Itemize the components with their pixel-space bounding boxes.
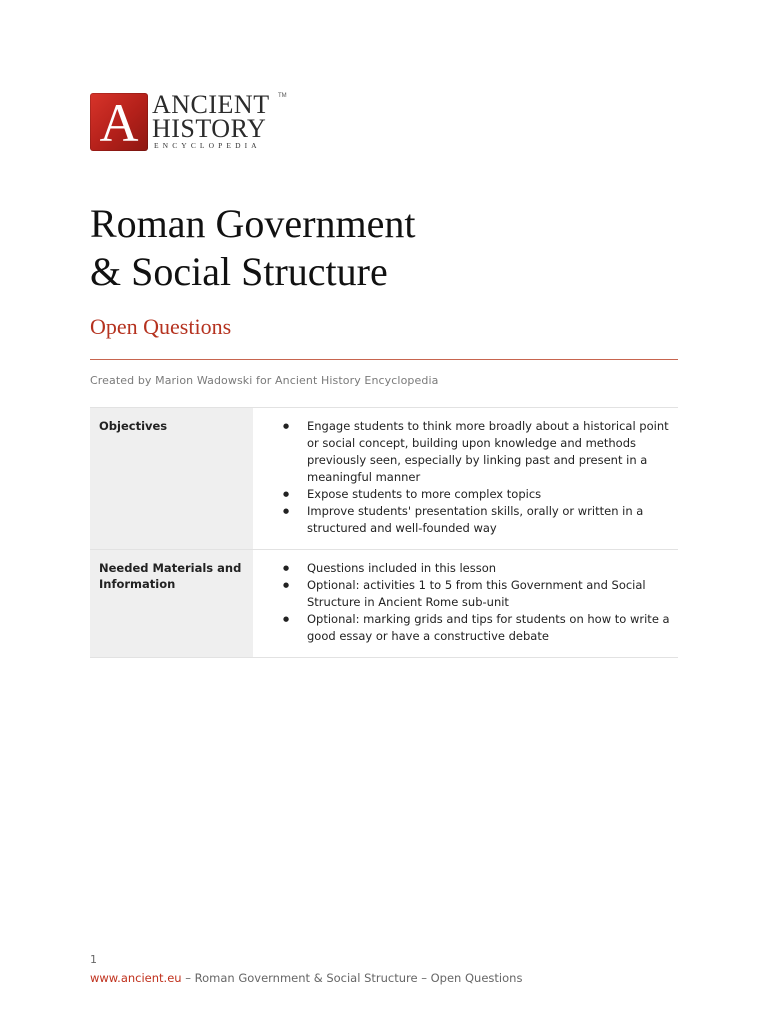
page-title-line-2: & Social Structure — [90, 249, 388, 294]
list-item: ● Improve students' presentation skills, orally or written in a structured and well-founded way — [253, 503, 672, 537]
list-item: ● Questions included in this lesson — [253, 560, 672, 577]
footer-text: – Roman Government & Social Structure – Open Questions — [181, 971, 523, 985]
page-footer — [90, 971, 522, 985]
page-title — [90, 200, 416, 296]
table-row-materials — [90, 550, 678, 658]
row-content-materials — [253, 550, 678, 657]
materials-list — [253, 560, 672, 645]
row-label-objectives: Objectives — [90, 408, 253, 549]
logo-text-encyclopedia: ENCYCLOPEDIA — [154, 141, 261, 150]
logo-text-ancient: ANCIENT — [152, 90, 270, 119]
row-label-materials: Needed Materials and Information — [90, 550, 253, 657]
row-content-objectives — [253, 408, 678, 549]
table-row-objectives — [90, 408, 678, 550]
logo — [90, 90, 290, 153]
page-number: 1 — [90, 953, 97, 966]
logo-mark — [90, 93, 148, 151]
list-item: ● Optional: marking grids and tips for students on how to write a good essay or have a constructive debate — [253, 611, 672, 645]
page-title-line-1: Roman Government — [90, 201, 416, 246]
logo-trademark: TM — [278, 93, 287, 99]
footer-site-link[interactable]: www.ancient.eu — [90, 971, 182, 985]
page-subtitle: Open Questions — [90, 314, 232, 339]
list-item: ● Engage students to think more broadly about a historical point or social concept, building upon knowledge and methods previously seen, especially by linking past and present in a meaningful manner — [253, 418, 672, 486]
logo-letter: A — [99, 93, 139, 153]
list-item: ● Expose students to more complex topics — [253, 486, 672, 503]
lesson-info-table — [90, 407, 678, 658]
list-item: ● Optional: activities 1 to 5 from this Government and Social Structure in Ancient Rome sub-unit — [253, 577, 672, 611]
author-credit: Created by Marion Wadowski for Ancient History Encyclopedia — [90, 374, 439, 387]
divider — [90, 359, 678, 360]
logo-text-history: HISTORY — [152, 114, 267, 143]
objectives-list — [253, 418, 672, 537]
